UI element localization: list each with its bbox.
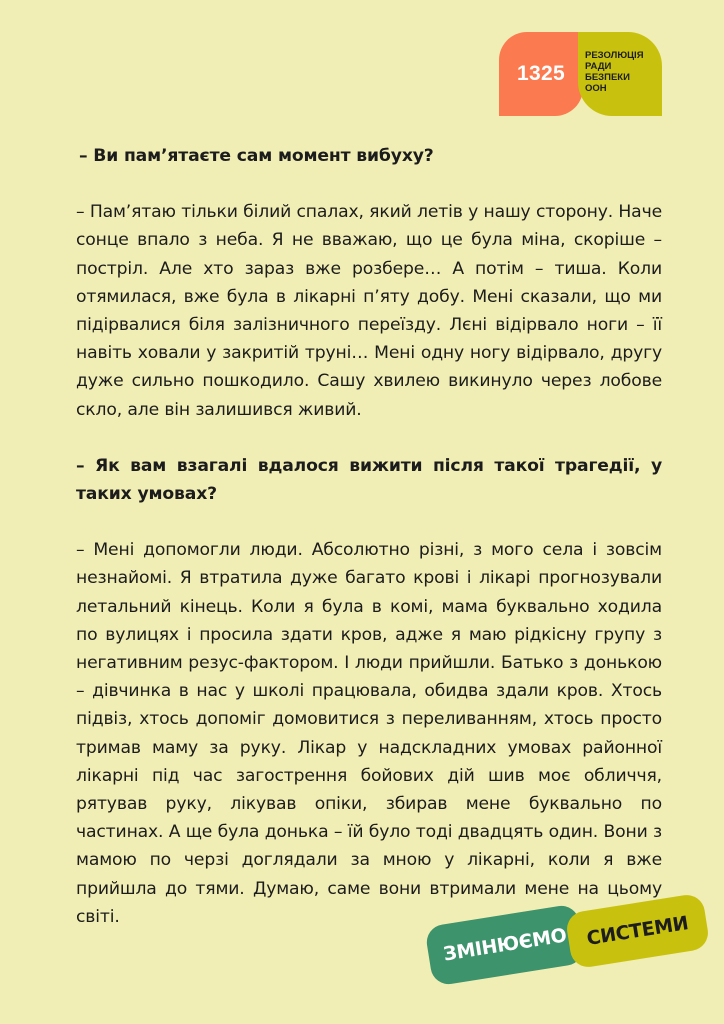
answer-explosion-moment: – Пам’ятаю тільки білий спалах, який летів у нашу сторону. Наче сонце впало з неба. Я не вважаю, що це була міна, скоріше – постріл. Але хто зараз вже розбере… А потім – тиша. Коли отямилася, вже була в лікарні п’яту добу. Мені сказали, що ми підірвалися біля залізничного переїзду. Лєні відірвало ноги – її навіть ховали у закритій труні… Мені одну ногу відірвало, другу дуже сильно пошкодило. Сашу хвилею викинуло через лобове скло, але він залишився живий. <box>76 202 662 420</box>
logo-caption <box>585 50 644 94</box>
logo-caption-line: ООН <box>585 83 607 94</box>
logo-caption-line: РАДИ <box>585 61 612 72</box>
resolution-1325-logo <box>499 32 662 116</box>
logo-orange-block <box>499 32 583 116</box>
logo-number: 1325 <box>517 62 565 85</box>
systems-badge-label: СИСТЕМИ <box>585 912 690 950</box>
paragraph-gap <box>76 424 662 452</box>
question-explosion-moment: – Ви пам’ятаєте сам момент вибуху? <box>79 146 434 166</box>
interview-text <box>76 142 662 931</box>
paragraph-gap <box>76 508 662 536</box>
paragraph-gap <box>76 170 662 198</box>
logo-caption-line: БЕЗПЕКИ <box>585 72 630 83</box>
logo-caption-line: РЕЗОЛЮЦІЯ <box>585 50 644 61</box>
changing-badge-label: ЗМІНЮЄМО <box>441 924 569 966</box>
question-survival: – Як вам взагалі вдалося вижити після такої трагедії, у таких умовах? <box>76 455 662 505</box>
answer-survival: – Мені допомогли люди. Абсолютно різні, з мого села і зовсім незнайомі. Я втратила дуже багато крові і лікарі прогнозували летальний кінець. Коли я була в комі, мама буквально ходила по вулицях і просила здати кров, адже я маю рідкісну групу з негативним резус-фактором. І люди прийшли. Батько з донькою – дівчинка в нас у школі працювала, обидва здали кров. Хтось підвіз, хтось допоміг домовитися з переливанням, хтось просто тримав маму за руку. Лікар у надскладних умовах районної лікарні під час загострення бойових дій шив моє обличчя, рятував руку, лікував опіки, збирав мене буквально по частинах. А ще була донька – їй було тоді двадцять один. Вони з мамою по черзі доглядали за мною у лікарні, коли я вже прийшла до тями. Думаю, саме вони втримали мене на цьому світі. <box>76 540 662 927</box>
